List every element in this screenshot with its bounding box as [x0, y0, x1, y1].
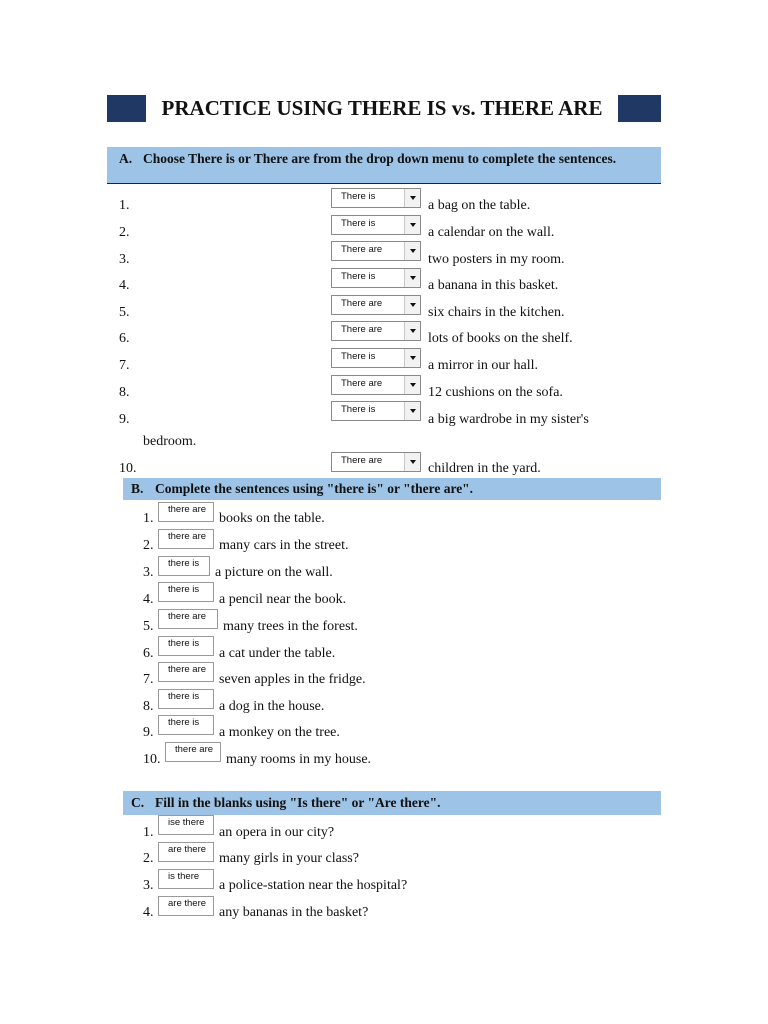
sentence-text: many cars in the street. — [219, 538, 349, 553]
answer-dropdown[interactable] — [331, 241, 421, 261]
sentence-continuation: bedroom. — [143, 434, 197, 449]
chevron-down-icon[interactable] — [404, 322, 420, 340]
answer-textbox[interactable]: there is — [158, 582, 214, 602]
answer-dropdown[interactable] — [331, 375, 421, 395]
chevron-down-icon[interactable] — [404, 296, 420, 314]
answer-dropdown[interactable] — [331, 348, 421, 368]
item-number: 1. — [143, 511, 154, 526]
chevron-down-icon[interactable] — [404, 376, 420, 394]
dropdown-value: There are — [341, 378, 383, 389]
section-a-instruction: Choose There is or There are from the drop down menu to complete the sentences. — [143, 151, 617, 166]
answer-textbox[interactable]: are there — [158, 896, 214, 916]
item-number: 6. — [143, 646, 154, 661]
answer-textbox[interactable]: is there — [158, 869, 214, 889]
item-number: 5. — [119, 305, 130, 320]
item-number: 4. — [143, 905, 154, 920]
dropdown-value: There is — [341, 218, 376, 229]
item-number: 4. — [143, 592, 154, 607]
chevron-down-icon[interactable] — [404, 349, 420, 367]
item-number: 2. — [143, 538, 154, 553]
answer-dropdown[interactable] — [331, 452, 421, 472]
answer-textbox[interactable]: there are — [158, 609, 218, 629]
sentence-text: a dog in the house. — [219, 699, 325, 714]
section-b-header — [123, 478, 661, 500]
sentence-text: many trees in the forest. — [223, 619, 358, 634]
item-number: 9. — [119, 412, 130, 427]
sentence-text: six chairs in the kitchen. — [428, 305, 565, 320]
item-number: 6. — [119, 331, 130, 346]
sentence-text: seven apples in the fridge. — [219, 672, 366, 687]
dropdown-value: There is — [341, 351, 376, 362]
chevron-down-icon[interactable] — [404, 402, 420, 420]
dropdown-value: There are — [341, 324, 383, 335]
answer-dropdown[interactable] — [331, 295, 421, 315]
sentence-text: an opera in our city? — [219, 825, 335, 840]
sentence-text: two posters in my room. — [428, 252, 565, 267]
sentence-text: a police-station near the hospital? — [219, 878, 408, 893]
answer-textbox[interactable]: there is — [158, 689, 214, 709]
dropdown-value: There is — [341, 271, 376, 282]
section-a-letter: A. — [119, 151, 133, 166]
answer-textbox[interactable]: ise there — [158, 815, 214, 835]
section-b-instruction: Complete the sentences using "there is" or "there are". — [155, 481, 474, 496]
answer-dropdown[interactable] — [331, 268, 421, 288]
answer-textbox[interactable]: there are — [158, 529, 214, 549]
item-number: 5. — [143, 619, 154, 634]
item-number: 10. — [119, 461, 137, 476]
answer-textbox[interactable]: there are — [158, 502, 214, 522]
section-a-header — [107, 147, 661, 184]
answer-textbox[interactable]: there are — [158, 662, 214, 682]
sentence-text: many rooms in my house. — [226, 752, 372, 767]
answer-dropdown[interactable] — [331, 321, 421, 341]
answer-textbox[interactable]: there is — [158, 636, 214, 656]
section-b-letter: B. — [131, 481, 144, 496]
chevron-down-icon[interactable] — [404, 189, 420, 207]
item-number: 1. — [143, 825, 154, 840]
sentence-text: many girls in your class? — [219, 851, 359, 866]
chevron-down-icon[interactable] — [404, 242, 420, 260]
sentence-text: a picture on the wall. — [215, 565, 333, 580]
dropdown-value: There are — [341, 455, 383, 466]
section-c-instruction: Fill in the blanks using "Is there" or "Are there". — [155, 795, 441, 810]
sentence-text: a cat under the table. — [219, 646, 336, 661]
sentence-text: a mirror in our hall. — [428, 358, 539, 373]
item-number: 2. — [119, 225, 130, 240]
item-number: 3. — [143, 878, 154, 893]
answer-textbox[interactable]: there is — [158, 715, 214, 735]
item-number: 8. — [143, 699, 154, 714]
item-number: 3. — [143, 565, 154, 580]
section-c-letter: C. — [131, 795, 145, 810]
item-number: 7. — [119, 358, 130, 373]
sentence-text: a pencil near the book. — [219, 592, 347, 607]
sentence-text: books on the table. — [219, 511, 325, 526]
sentence-text: children in the yard. — [428, 461, 541, 476]
sentence-text: a bag on the table. — [428, 198, 531, 213]
section-c-header — [123, 791, 661, 815]
item-number: 2. — [143, 851, 154, 866]
answer-textbox[interactable]: there are — [165, 742, 221, 762]
chevron-down-icon[interactable] — [404, 453, 420, 471]
item-number: 4. — [119, 278, 130, 293]
sentence-text: 12 cushions on the sofa. — [428, 385, 563, 400]
dropdown-value: There are — [341, 298, 383, 309]
page-title: PRACTICE USING THERE IS vs. THERE ARE — [144, 95, 620, 122]
answer-textbox[interactable]: there is — [158, 556, 210, 576]
answer-textbox[interactable]: are there — [158, 842, 214, 862]
sentence-text: a monkey on the tree. — [219, 725, 340, 740]
sentence-text: a big wardrobe in my sister's — [428, 412, 589, 427]
chevron-down-icon[interactable] — [404, 216, 420, 234]
answer-dropdown[interactable] — [331, 401, 421, 421]
sentence-text: a calendar on the wall. — [428, 225, 555, 240]
dropdown-value: There is — [341, 191, 376, 202]
item-number: 3. — [119, 252, 130, 267]
sentence-text: a banana in this basket. — [428, 278, 559, 293]
item-number: 1. — [119, 198, 130, 213]
item-number: 7. — [143, 672, 154, 687]
item-number: 10. — [143, 752, 161, 767]
sentence-text: any bananas in the basket? — [219, 905, 369, 920]
item-number: 8. — [119, 385, 130, 400]
chevron-down-icon[interactable] — [404, 269, 420, 287]
dropdown-value: There are — [341, 244, 383, 255]
answer-dropdown[interactable] — [331, 215, 421, 235]
item-number: 9. — [143, 725, 154, 740]
dropdown-value: There is — [341, 404, 376, 415]
answer-dropdown[interactable] — [331, 188, 421, 208]
sentence-text: lots of books on the shelf. — [428, 331, 573, 346]
